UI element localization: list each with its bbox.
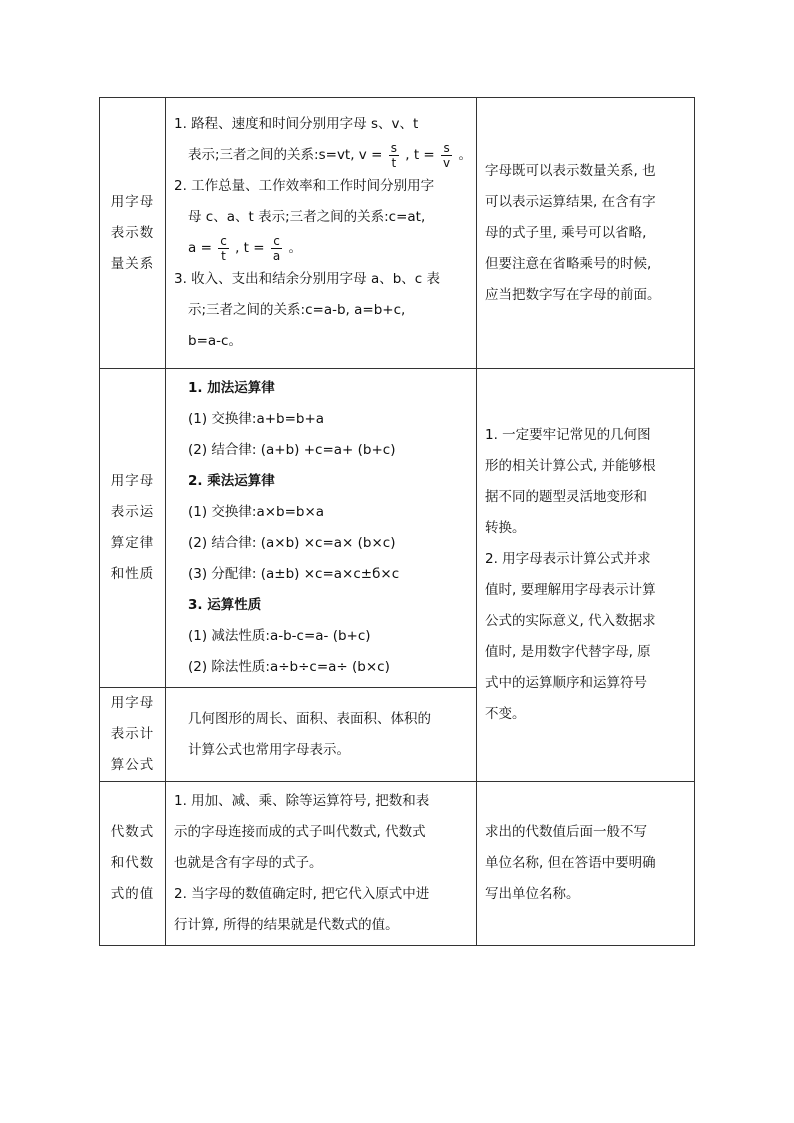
section-heading: 1. 加法运算律 [188, 380, 275, 396]
content-line: 示;三者之间的关系:c=a-b, a=b+c, [188, 302, 406, 318]
content-line: 1. 用加、减、乘、除等运算符号, 把数和表 [174, 793, 430, 809]
content-line: 几何图形的周长、面积、表面积、体积的 [188, 710, 431, 727]
content-line: 3. 收入、支出和结余分别用字母 a、b、c 表 [174, 271, 441, 287]
content-line: 1. 路程、速度和时间分别用字母 s、v、t [174, 116, 419, 132]
fraction: $\frac{c}{a}$ [272, 233, 281, 263]
content-cell [166, 369, 477, 688]
knowledge-table [99, 97, 695, 946]
content-line: (1) 交换律:a+b=b+a [188, 411, 325, 427]
content-line: 示的字母连接而成的式子叫代数式, 代数式 [174, 824, 426, 840]
content-cell [166, 782, 477, 946]
content-line: a = $\frac{c}{t}$ , t = $\frac{c}{a}$ 。 [188, 233, 303, 263]
content-cell [166, 688, 477, 782]
topic-cell: 用字母 表示数 量关系 [100, 98, 166, 369]
content-line: b=a-c。 [188, 333, 242, 349]
topic-cell: 代数式 和代数 式的值 [100, 782, 166, 946]
fraction: $\frac{s}{v}$ [443, 140, 451, 170]
section-heading: 3. 运算性质 [188, 597, 262, 613]
content-line: 行计算, 所得的结果就是代数式的值。 [174, 917, 399, 933]
content-line: 2. 工作总量、工作效率和工作时间分别用字 [174, 178, 435, 194]
content-line: (2) 结合律: (a+b) +c=a+ (b+c) [188, 442, 396, 458]
content-line: 计算公式也常用字母表示。 [188, 741, 350, 758]
content-line: (1) 交换律:a×b=b×a [188, 504, 325, 520]
note-cell: 1. 一定要牢记常见的几何图 形的相关计算公式, 并能够根 据不同的题型灵活地变形和 转换。 2. 用字母表示计算公式并求 值时, 要理解用字母表示计算 公式的实际意义, 代入数据求 值时, 是用数字代替字母, 原 式中的运算顺序和运算符号 不变。 [477, 369, 695, 782]
table-row [100, 369, 695, 688]
note-cell: 求出的代数值后面一般不写 单位名称, 但在答语中要明确 写出单位名称。 [477, 782, 695, 946]
content-line: 也就是含有字母的式子。 [174, 855, 323, 871]
fraction: $\frac{s}{t}$ [390, 140, 397, 170]
topic-cell: 用字母 表示计 算公式 [100, 688, 166, 782]
content-line: 表示;三者之间的关系:s=vt, v = $\frac{s}{t}$ , t = $\frac{s}{v}$ 。 [188, 140, 472, 170]
table-row [100, 98, 695, 369]
content-line: 母 c、a、t 表示;三者之间的关系:c=at, [188, 209, 426, 225]
content-line: (3) 分配律: (a±b) ×c=a×c±б×c [188, 566, 400, 582]
section-heading: 2. 乘法运算律 [188, 473, 275, 489]
content-line: (1) 减法性质:a-b-c=a- (b+c) [188, 628, 371, 644]
content-line: 2. 当字母的数值确定时, 把它代入原式中进 [174, 886, 430, 902]
content-line: (2) 结合律: (a×b) ×c=a× (b×c) [188, 535, 396, 551]
fraction: $\frac{c}{t}$ [220, 233, 227, 263]
content-cell [166, 98, 477, 369]
note-cell: 字母既可以表示数量关系, 也 可以表示运算结果, 在含有字 母的式子里, 乘号可以省略, 但要注意在省略乘号的时候, 应当把数字写在字母的前面。 [477, 98, 695, 369]
table-row [100, 782, 695, 946]
topic-cell: 用字母 表示运 算定律 和性质 [100, 369, 166, 688]
content-line: (2) 除法性质:a÷b÷c=a÷ (b×c) [188, 659, 390, 675]
